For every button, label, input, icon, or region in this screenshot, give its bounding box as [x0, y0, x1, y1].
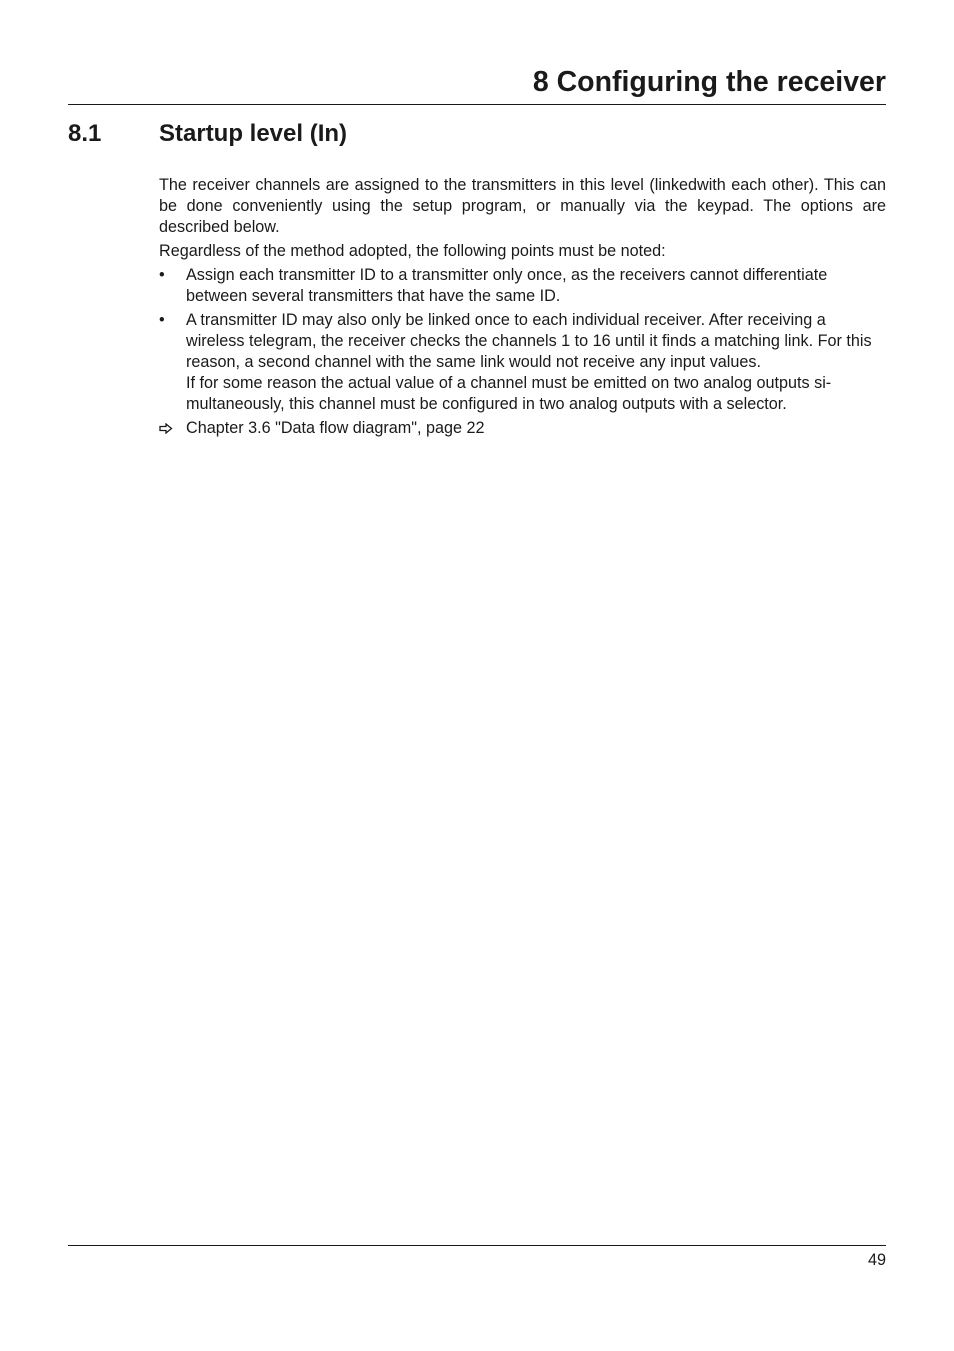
list-item-continuation: If for some reason the actual value of a channel must be emitted on two analog outputs simultaneously, this channel must be configured in two analog outputs with a selector. — [186, 374, 832, 413]
footer-rule — [68, 1245, 886, 1246]
intro-paragraph: The receiver channels are assigned to the transmitters in this level (linkedwith each other). This can be done conveniently using the setup program, or manually via the keypad. The options are described below. — [159, 176, 886, 236]
requirements-list — [159, 265, 886, 439]
section-number: 8.1 — [68, 120, 102, 147]
list-item-text: Assign each transmitter ID to a transmitter only once, as the receivers cannot differentiate between several transmitters that have the same ID. — [186, 266, 828, 305]
bullet-symbol: • — [159, 311, 165, 329]
section-title: Startup level (In) — [159, 120, 348, 147]
header-rule — [68, 104, 886, 105]
list-item — [159, 265, 886, 307]
list-item — [159, 310, 886, 415]
chapter-title: 8 Configuring the receiver — [532, 66, 886, 98]
cross-reference[interactable] — [159, 418, 886, 439]
page-number: 49 — [867, 1251, 886, 1269]
section-heading — [68, 120, 347, 148]
section-body — [159, 175, 886, 442]
list-item-text: A transmitter ID may also only be linked once to each individual receiver. After receiving a wireless telegram, the receiver checks the channels 1 to 16 until it finds a matching link. For this reason, a second channel with the same link would not receive any input values. — [186, 311, 872, 371]
regardless-paragraph: Regardless of the method adopted, the following points must be noted: — [159, 242, 666, 260]
bullet-symbol: • — [159, 266, 165, 284]
arrow-right-icon — [159, 423, 173, 434]
cross-reference-link[interactable]: Chapter 3.6 "Data flow diagram", page 22 — [186, 419, 485, 437]
